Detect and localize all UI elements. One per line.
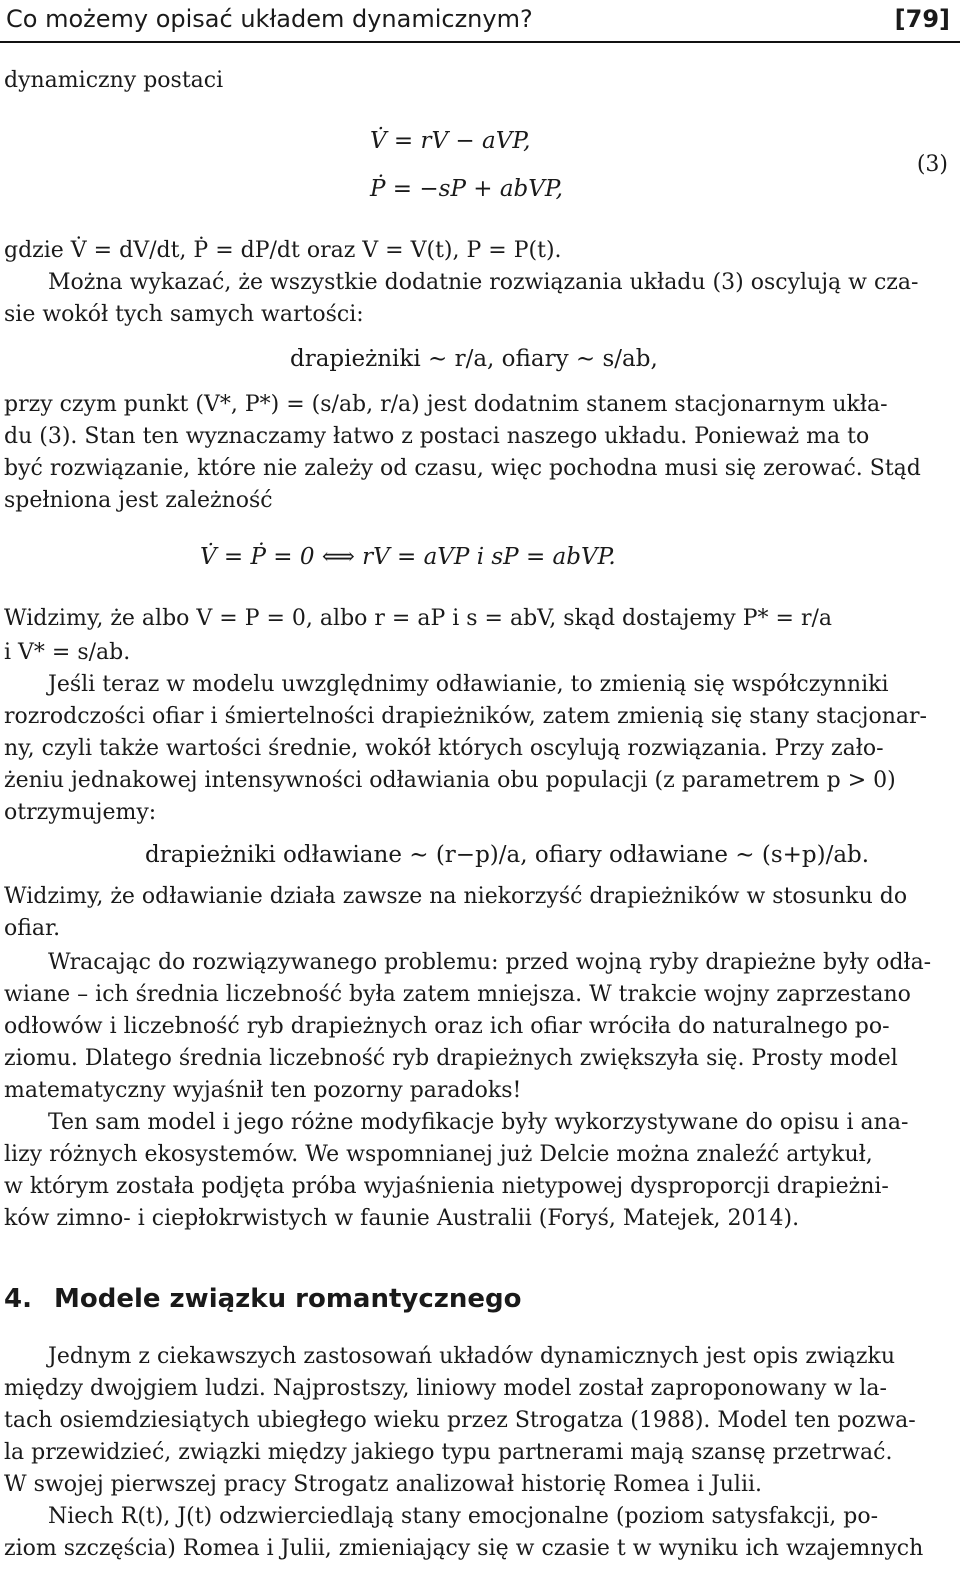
text-line: otrzymujemy: [4,800,157,825]
text-line: Widzimy, że albo V = P = 0, albo r = aP i s = abV, skąd dostajemy P* = r/a [4,606,832,631]
equation-line: drapieżniki odławiane ∼ (r−p)/a, ofiary odławiane ∼ (s+p)/ab. [145,842,870,868]
section-title: Modele związku romantycznego [53,1284,522,1314]
text-line: Ten sam model i jego różne modyfikacje były wykorzystywane do opisu i ana- [48,1110,909,1135]
text-line: tach osiemdziesiątych ubiegłego wieku przez Strogatza (1988). Model ten pozwa- [4,1408,916,1433]
equation-line: V̇ = rV − aVP, [370,128,531,154]
text-line: w którym została podjęta próba wyjaśnienia nietypowej dysproporcji drapieżni- [4,1174,889,1199]
text-line: ofiar. [4,916,61,941]
equation-line: drapieżniki ∼ r/a, ofiary ∼ s/ab, [290,346,658,372]
text-line: między dwojgiem ludzi. Najprostszy, liniowy model został zaproponowany w la- [4,1376,887,1401]
header-rule [0,41,960,43]
text-line: rozrodczości ofiar i śmiertelności drapieżników, zatem zmienią się stany stacjonar- [4,704,927,729]
text-line: żeniu jednakowej intensywności odławiania obu populacji (z parametrem p > 0) [4,768,896,793]
section-heading [4,1282,522,1316]
text-line: Jeśli teraz w modelu uwzględnimy odławianie, to zmienią się współczynniki [48,672,889,697]
text-line: i V* = s/ab. [4,640,131,665]
text-line: W swojej pierwszej pracy Strogatz analizował historię Romea i Julii. [4,1472,763,1497]
equation-line: Ṗ = −sP + abVP, [370,176,563,202]
text-line: lizy różnych ekosystemów. We wspomnianej już Delcie można znaleźć artykuł, [4,1142,873,1167]
section-number: 4. [4,1284,32,1314]
text-line: du (3). Stan ten wyznaczamy łatwo z postaci naszego układu. Ponieważ ma to [4,424,870,449]
text-line: być rozwiązanie, które nie zależy od czasu, więc pochodna musi się zerować. Stąd [4,456,921,481]
text-line: Wracając do rozwiązywanego problemu: przed wojną ryby drapieżne były odła- [48,950,932,975]
running-title: Co możemy opisać układem dynamicznym? [6,5,533,33]
text-line: matematyczny wyjaśnił ten pozorny paradoks! [4,1078,522,1103]
text-line: przy czym punkt (V*, P*) = (s/ab, r/a) jest dodatnim stanem stacjonarnym ukła- [4,392,888,417]
text-line: dynamiczny postaci [4,68,224,93]
equation-number: (3) [916,152,948,177]
text-line: ków zimno- i ciepłokrwistych w faunie Australii (Foryś, Matejek, 2014). [4,1206,800,1231]
text-line: ziomu. Dlatego średnia liczebność ryb drapieżnych zwiększyła się. Prosty model [4,1046,898,1071]
page-header [0,0,960,40]
text-line: Jednym z ciekawszych zastosowań układów dynamicznych jest opis związku [48,1344,895,1369]
text-line: Widzimy, że odławianie działa zawsze na niekorzyść drapieżników w stosunku do [4,884,908,909]
text-line: Niech R(t), J(t) odzwierciedlają stany emocjonalne (poziom satysfakcji, po- [48,1504,879,1529]
text-line: la przewidzieć, związki między jakiego typu partnerami mają szansę przetrwać. [4,1440,893,1465]
text-line: ziom szczęścia) Romea i Julii, zmieniający się w czasie t w wyniku ich wzajemnych [4,1536,924,1561]
text-line: sie wokół tych samych wartości: [4,302,364,327]
text-line: Można wykazać, że wszystkie dodatnie rozwiązania układu (3) oscylują w cza- [48,270,919,295]
text-line: gdzie V̇ = dV/dt, Ṗ = dP/dt oraz V = V(t), P = P(t). [4,238,562,263]
page-number: [79] [894,5,950,33]
text-line: spełniona jest zależność [4,488,273,513]
equation-line: V̇ = Ṗ = 0 ⟺ rV = aVP i sP = abVP. [200,544,616,570]
text-line: ny, czyli także wartości średnie, wokół których oscylują rozwiązania. Przy zało- [4,736,884,761]
text-line: wiane – ich średnia liczebność była zatem mniejsza. W trakcie wojny zaprzestano [4,982,911,1007]
text-line: odłowów i liczebność ryb drapieżnych oraz ich ofiar wróciła do naturalnego po- [4,1014,890,1039]
